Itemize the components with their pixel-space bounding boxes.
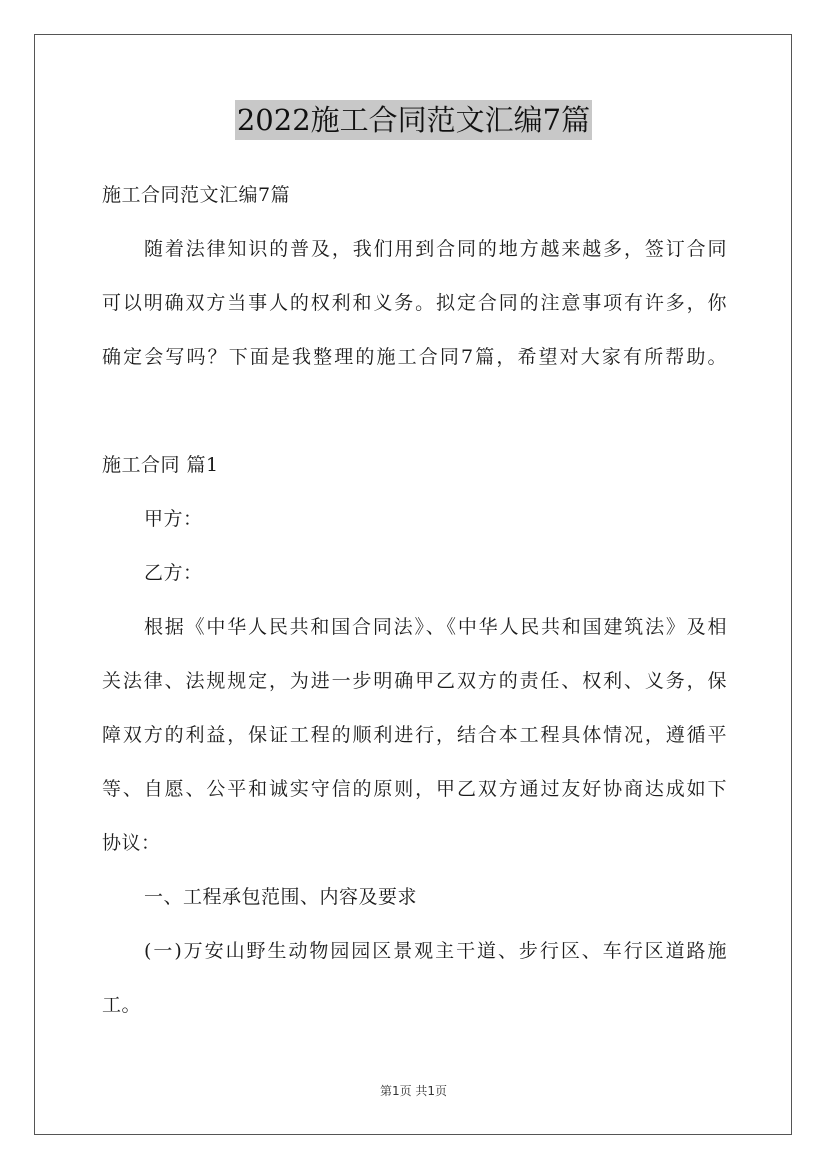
basis-line-3: 障双方的利益，保证工程的顺利进行，结合本工程具体情况，遵循平 xyxy=(102,724,727,746)
party-b-label: 乙方： xyxy=(144,562,203,584)
party-a-label: 甲方： xyxy=(144,508,203,530)
basis-line-2: 关法律、法规规定，为进一步明确甲乙双方的责任、权利、义务，保 xyxy=(102,670,727,692)
document-subtitle: 施工合同范文汇编7篇 xyxy=(102,184,291,206)
intro-line-2: 可以明确双方当事人的权利和义务。拟定合同的注意事项有许多，你 xyxy=(102,292,727,314)
basis-line-1: 根据《中华人民共和国合同法》、《中华人民共和国建筑法》及相 xyxy=(144,616,727,638)
clause-line-1: (一)万安山野生动物园园区景观主干道、步行区、车行区道路施 xyxy=(144,940,727,962)
page-footer: 第1页 共1页 xyxy=(379,1084,448,1098)
intro-line-3: 确定会写吗？下面是我整理的施工合同7篇，希望对大家有所帮助。 xyxy=(102,346,727,368)
document-title: 2022施工合同范文汇编7篇 xyxy=(235,100,592,140)
basis-line-4: 等、自愿、公平和诚实守信的原则，甲乙双方通过友好协商达成如下 xyxy=(102,778,727,800)
basis-line-5: 协议： xyxy=(102,832,161,854)
clause-heading: 一、工程承包范围、内容及要求 xyxy=(144,886,418,908)
section-heading: 施工合同 篇1 xyxy=(102,454,219,476)
clause-line-2: 工。 xyxy=(102,994,142,1016)
intro-line-1: 随着法律知识的普及，我们用到合同的地方越来越多，签订合同 xyxy=(144,238,727,260)
title-container xyxy=(0,100,827,140)
